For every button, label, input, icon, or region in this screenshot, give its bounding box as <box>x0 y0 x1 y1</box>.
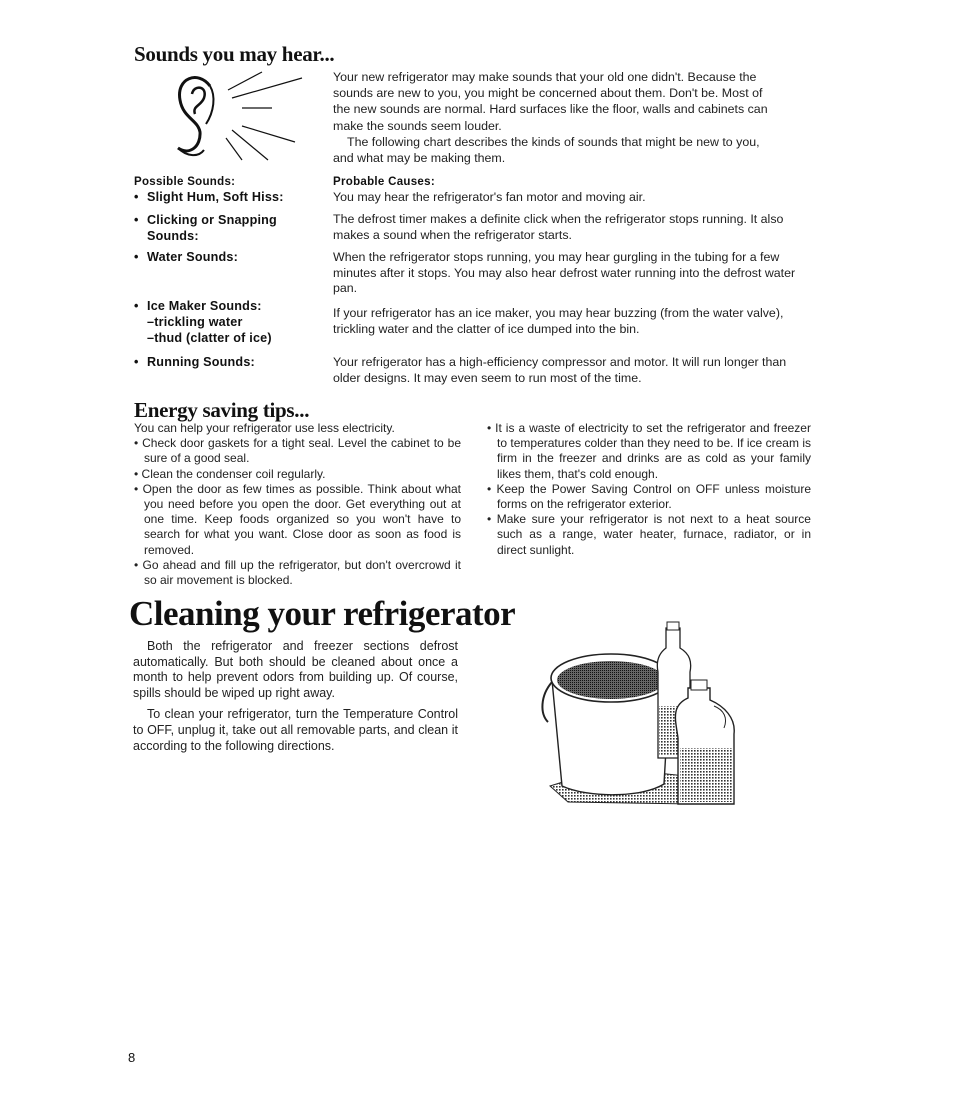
energy-tip: • Clean the condenser coil regularly. <box>134 466 326 481</box>
sound-label: • Slight Hum, Soft Hiss: <box>134 190 284 204</box>
intro-paragraph: The following chart describes the kinds of sounds that might be new to you, and what may be making them. <box>333 134 760 166</box>
sound-label: • Running Sounds: <box>134 355 255 369</box>
probable-causes-heading: Probable Causes: <box>333 176 435 188</box>
sound-cause: Your refrigerator has a high-efficiency compressor and motor. It will run longer than older designs. It may even seem to run most of the time. <box>333 355 787 385</box>
intro-paragraph: Your new refrigerator may make sounds that your old one didn't. Because the sounds are new to you, you might be concerned about them. Don't be. Most of the new sounds are normal. Hard surfaces like the floor, walls and cabinets can make the sounds seem louder. <box>333 70 768 133</box>
sound-cause: The defrost timer makes a definite click when the refrigerator stops running. It also makes a sound when the refrigerator starts. <box>333 212 784 242</box>
ear-icon <box>170 68 320 163</box>
energy-tip-intro: You can help your refrigerator use less electricity. <box>134 421 395 435</box>
sound-label: • Water Sounds: <box>134 250 238 264</box>
energy-tip: • Open the door as few times as possible. Think about what you need before you open the door. Get everything out at one time. Keep foods organized so you won't have to search for what you want. Close door as soon as food is removed. <box>134 481 461 557</box>
cleaning-supplies-illustration <box>538 618 748 810</box>
energy-tip: • Keep the Power Saving Control on OFF unless moisture forms on the refrigerator exterior. <box>487 481 811 512</box>
page-number: 8 <box>128 1050 136 1065</box>
energy-tip: • It is a waste of electricity to set the refrigerator and freezer to temperatures colder than they need to be. If ice cream is firm in the freezer and drinks are as cold as your family likes them, that's cold enough. <box>487 421 811 481</box>
cleaning-heading: Cleaning your refrigerator <box>129 594 516 633</box>
sound-label: • Clicking or Snapping Sounds: <box>134 213 277 243</box>
sounds-heading: Sounds you may hear... <box>134 42 335 66</box>
energy-tips-right <box>487 421 811 558</box>
cleaning-paragraph: Both the refrigerator and freezer sections defrost automatically. But both should be cleaned about once a month to help prevent odors from building up. Of course, spills should be wiped up right away. <box>133 639 458 700</box>
energy-tip: • Go ahead and fill up the refrigerator, but don't overcrowd it so air movement is blocked. <box>134 557 461 588</box>
energy-tip: • Make sure your refrigerator is not next to a heat source such as a range, water heater, furnace, radiator, or in direct sunlight. <box>487 512 811 557</box>
possible-sounds-heading: Possible Sounds: <box>134 176 236 188</box>
sounds-intro <box>333 69 769 166</box>
sound-cause: When the refrigerator stops running, you may hear gurgling in the tubing for a few minutes after it stops. You may also hear defrost water running into the defrost water pan. <box>333 250 796 295</box>
energy-tips-left <box>134 421 461 588</box>
sound-cause: You may hear the refrigerator's fan motor and moving air. <box>333 190 646 204</box>
cleaning-paragraph: To clean your refrigerator, turn the Temperature Control to OFF, unplug it, take out all removable parts, and clean it according to the following directions. <box>133 707 458 753</box>
energy-tip: • Check door gaskets for a tight seal. Level the cabinet to be sure of a good seal. <box>134 436 461 466</box>
sound-label: • Ice Maker Sounds: –trickling water –thud (clatter of ice) <box>134 299 272 345</box>
sound-cause: If your refrigerator has an ice maker, you may hear buzzing (from the water valve), trickling water and the clatter of ice dumped into the bin. <box>333 306 784 336</box>
cleaning-text <box>133 639 458 760</box>
energy-heading: Energy saving tips... <box>134 398 310 422</box>
